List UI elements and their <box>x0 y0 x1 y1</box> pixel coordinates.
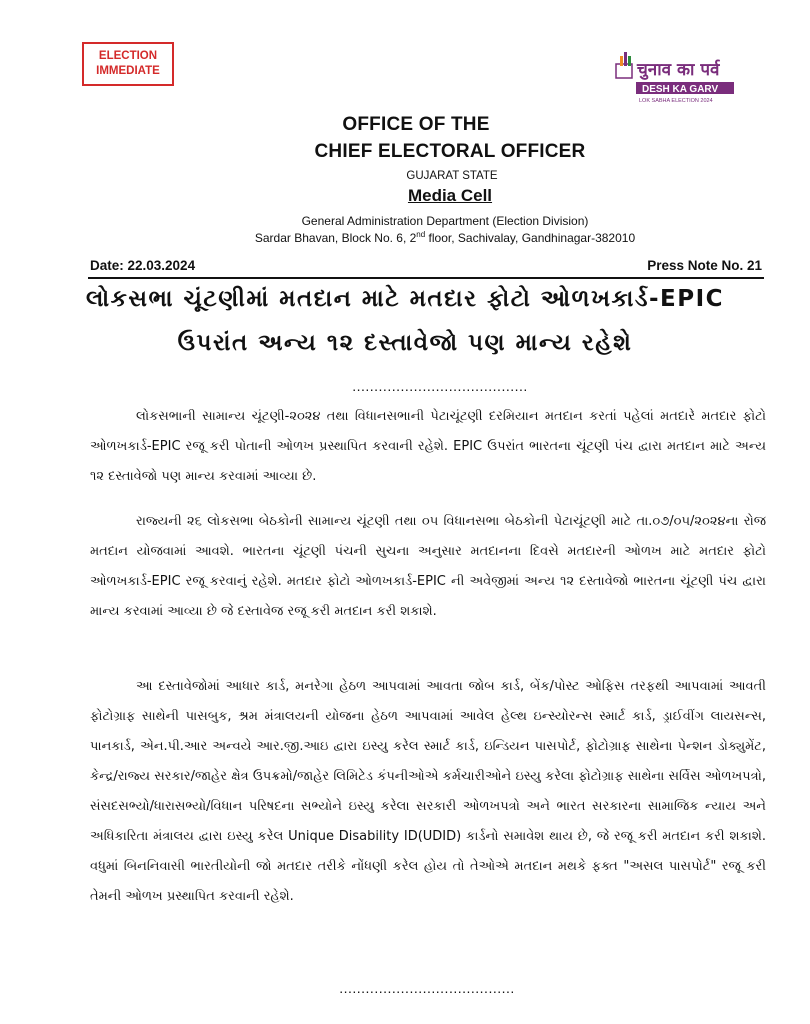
address-line2 <box>0 230 810 245</box>
date-press-row <box>88 256 764 279</box>
logo-tagline: DESH KA GARV <box>642 84 719 95</box>
headline-line1: લોકસભા ચૂંટણીમાં મતદાન માટે મતદાર ફોટો ઓળખકાર્ડ-EPIC <box>85 286 725 312</box>
stamp-line2: IMMEDIATE <box>96 65 160 77</box>
stamp-line1: ELECTION <box>98 50 158 62</box>
separator-bottom: ........................................ <box>339 980 515 996</box>
separator-top: ........................................ <box>352 378 528 394</box>
logo-subtitle: LOK SABHA ELECTION 2024 <box>639 98 713 104</box>
headline-line2: ઉપરાંત અન્ય ૧૨ દસ્તાવેજો પણ માન્ય રહેશે <box>177 330 633 356</box>
office-title-line2: CHIEF ELECTORAL OFFICER <box>314 141 586 162</box>
address-superscript: nd <box>416 230 426 239</box>
media-cell-heading: Media Cell <box>407 186 493 205</box>
address-part-b: floor, Sachivalay, Gandhinagar-382010 <box>425 231 636 245</box>
ballot-box-icon <box>616 52 632 78</box>
logo-main-text: चुनाव का पर्व <box>637 60 720 80</box>
body-paragraph-3: આ દસ્તાવેજોમાં આધાર કાર્ડ, મનરેગા હેઠળ આપવામાં આવતા જોબ કાર્ડ, બેંક/પોસ્ટ ઓફિસ તરફથી આપવામાં આવતી ફોટોગ્રાફ સાથેની પાસબુક, શ્રમ મંત્રાલયની યોજના હેઠળ આપવામાં આવેલ હેલ્થ ઇન્સ્યોરન્સ સ્માર્ટ કાર્ડ, ડ્રાઈવીંગ લાયસન્સ, પાનકાર્ડ, એન.પી.આર અન્વયે આર.જી.આઇ દ્વારા ઇસ્યુ કરેલ સ્માર્ટ કાર્ડ, ઇન્ડિયન પાસપોર્ટ, ફોટોગ્રાફ સાથેના પેન્શન ડોક્યુમેંટ, કેન્દ્ર/રાજ્ય સરકાર/જાહેર ક્ષેત્ર ઉપક્રમો/જાહેર લિમિટેડ કંપનીઓએ કર્મચારીઓને ઇસ્યુ કરેલા ફોટોગ્રાફ સાથેના સર્વિસ ઓળખપત્રો, સંસદસભ્યો/ધારાસભ્યો/વિધાન પરિષદના સભ્યોને ઇસ્યુ કરેલા સરકારી ઓળખપત્રો અને ભારત સરકારના સામાજિક ન્યાય અને અધિકારિતા મંત્રાલય દ્વારા ઇસ્યુ કરેલ Unique Disability ID(UDID) કાર્ડનો સમાવેશ થાય છે, જે રજૂ કરી મતદાન કરી શકાશે. વધુમાં બિનનિવાસી ભારતીયોની જો મતદાર તરીકે નોંધણી કરેલ હોય તો તેઓએ મતદાન મથકે ફક્ત "અસલ પાસપોર્ટ" રજૂ કરી તેમની ઓળખ પ્રસ્થાપિત કરવાની રહેશે. <box>90 679 766 904</box>
body-paragraph-1: લોકસભાની સામાન્ય ચૂંટણી-૨૦૨૪ તથા વિધાનસભાની પેટાચૂંટણી દરમિયાન મતદાન કરતાં પહેલાં મતદારે મતદાર ફોટો ઓળખકાર્ડ-EPIC રજૂ કરી પોતાની ઓળખ પ્રસ્થાપિત કરવાની રહેશે. EPIC ઉપરાંત ભારતના ચૂંટણી પંચ દ્વારા મતદાન માટે અન્ય ૧૨ દસ્તાવેજો પણ માન્ય કરવામાં આવ્યા છે. <box>90 409 766 484</box>
chunav-ka-parv-logo <box>612 42 738 110</box>
state-name: GUJARAT STATE <box>406 170 498 182</box>
press-date: Date: 22.03.2024 <box>90 258 196 273</box>
body-paragraph-2: રાજ્યની ૨૬ લોકસભા બેઠકોની સામાન્ય ચૂંટણી તથા ૦૫ વિધાનસભા બેઠકોની પેટાચૂંટણી માટે તા.૦૭/૦૫/૨૦૨૪ના રોજ મતદાન યોજવામાં આવશે. ભારતના ચૂંટણી પંચની સુચના અનુસાર મતદાનના દિવસે મતદારની ઓળખ માટે મતદાર ફોટો ઓળખકાર્ડ-EPIC રજૂ કરવાનું રહેશે. મતદાર ફોટો ઓળખકાર્ડ-EPIC ની અવેજીમાં અન્ય ૧૨ દસ્તાવેજો ભારતના ચૂંટણી પંચ દ્વારા માન્ય કરવામાં આવ્યા છે જે દસ્તાવેજ રજૂ કરી મતદાન કરી શકાશે. <box>90 514 766 619</box>
press-note-number: Press Note No. 21 <box>647 258 762 273</box>
address-line1: General Administration Department (Election Division) <box>301 214 589 228</box>
office-title-line1: OFFICE OF THE <box>342 114 490 135</box>
election-immediate-stamp <box>82 42 174 86</box>
address-part-a: Sardar Bhavan, Block No. 6, 2 <box>254 231 417 245</box>
